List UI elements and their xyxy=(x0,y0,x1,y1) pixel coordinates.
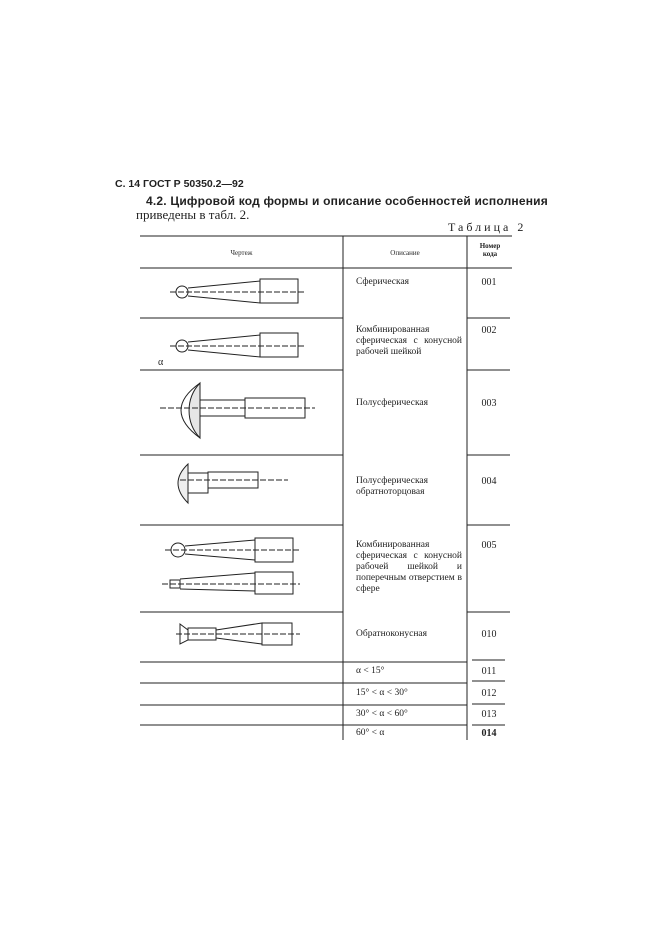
table-caption: Таблица 2 xyxy=(448,220,527,234)
row-code: 014 xyxy=(481,728,497,739)
drawing-001 xyxy=(170,279,305,303)
drawing-002 xyxy=(170,333,305,357)
page-header: С. 14 ГОСТ Р 50350.2—92 xyxy=(115,178,244,190)
col-header-drawing: Чертеж xyxy=(230,249,253,257)
drawing-003 xyxy=(160,383,315,438)
paragraph-line-2: приведены в табл. 2. xyxy=(136,207,250,222)
drawing-004 xyxy=(178,464,288,503)
row-desc: 15° < α < 30° xyxy=(356,688,408,698)
row-desc: α < 15° xyxy=(356,666,385,676)
row-desc: Полусферическая xyxy=(356,398,429,408)
row-desc: 60° < α xyxy=(356,728,385,738)
drawing-010 xyxy=(176,623,300,645)
alpha-label: α xyxy=(158,357,164,368)
col-header-description: Описание xyxy=(390,249,420,257)
row-code: 002 xyxy=(481,325,497,336)
paragraph-line-1: 4.2. Цифровой код формы и описание особенностей исполнения xyxy=(146,194,548,208)
row-code: 001 xyxy=(481,277,497,288)
row-code: 003 xyxy=(481,398,497,409)
row-desc: Сферическая xyxy=(356,277,410,287)
row-code: 004 xyxy=(481,476,497,487)
row-code: 012 xyxy=(481,688,497,699)
tool-drawings xyxy=(140,268,343,740)
row-code: 005 xyxy=(481,540,497,551)
col-header-code: Номер кода xyxy=(479,242,501,258)
row-desc: Комбинированная сферическая с конусной рабочей шейкой xyxy=(356,325,462,357)
row-desc: Обратноконусная xyxy=(356,629,428,639)
row-desc: Полусферическая обратноторцовая xyxy=(356,476,429,497)
row-code: 011 xyxy=(481,666,497,677)
row-desc: Комбинированная сферическая с конусной рабочей шейкой и поперечным отверстием в сфере xyxy=(356,540,462,594)
row-desc: 30° < α < 60° xyxy=(356,709,408,719)
row-code: 013 xyxy=(481,709,497,720)
row-code: 010 xyxy=(481,629,497,640)
drawing-005 xyxy=(162,538,300,594)
